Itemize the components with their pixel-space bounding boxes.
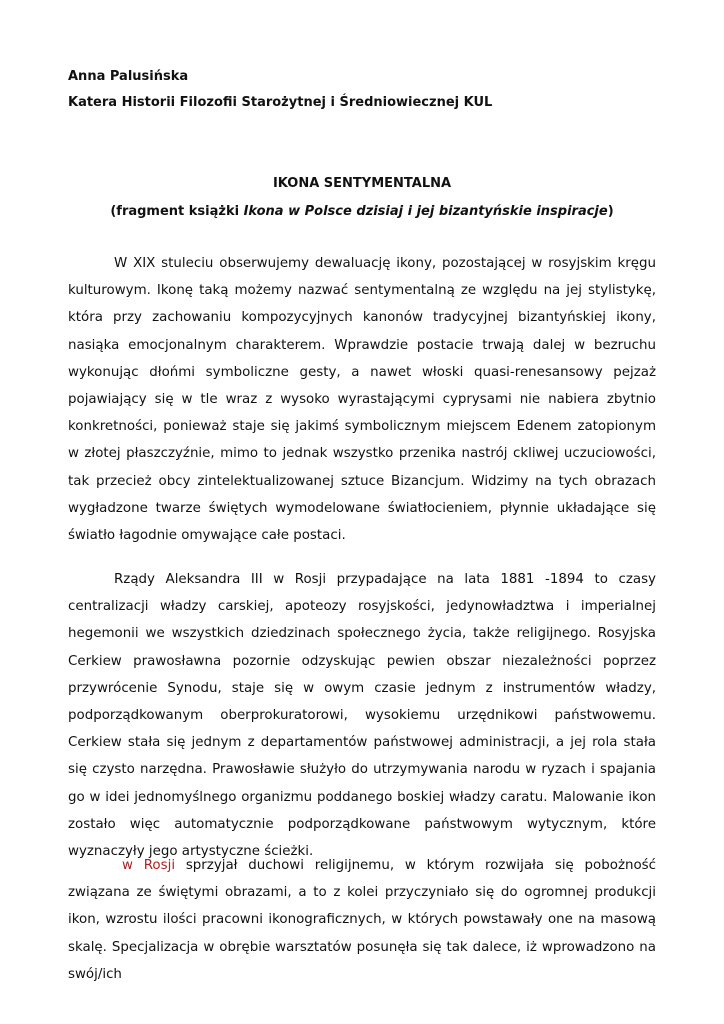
paragraph-2-text: Rządy Aleksandra III w Rosji przypadające na lata 1881 -1894 to czasy centralizacji władzy carskiej, apoteozy rosyjskości, jedynowładztwa i imperialnej hegemonii we wszystkich dziedzinach społecznego życia, także religijnego. Rosyjska Cerkiew prawosławna pozornie odzyskując pewien obszar niezależności poprzez przywrócenie Synodu, staje się w owym czasie jednym z instrumentów władzy, podporządkowanym oberprokuratorowi, wysokiemu urzędnikowi państwowemu. Cerkiew stała się jednym z departamentów państwowej administracji, a jej rola stała się czysto narzędna. Prawosławie służyło do utrzymywania narodu w ryzach i spajania go w idei jednomyślnego organizmu poddanego boskiej władzy caratu. Malowanie ikon zostało więc automatycznie podporządkowane państwowym wytycznym, które wyznaczyły jego artystyczne ścieżki. (68, 572, 656, 860)
paragraph-3 (68, 852, 656, 988)
author-block (68, 64, 656, 116)
subtitle-prefix: (fragment książki (110, 204, 244, 219)
paragraph-1-text: W XIX stuleciu obserwujemy dewaluację ikony, pozostającej w rosyjskim kręgu kulturowym. Ikonę taką możemy nazwać sentymentalną ze względu na jej stylistykę, która przy zachowaniu kompozycyjnych kanonów tradycyjnej bizantyńskiej ikony, nasiąka emocjonalnym charakterem. Wprawdzie postacie trwają dalej w bezruchu wykonując dłońmi symboliczne gesty, a nawet włoski quasi-renesansowy pejzaż pojawiający się w tle wraz z wysoko wyrastającymi cyprysami nie nabiera zbytnio konkretności, ponieważ staje się jakimś symbolicznym miejscem Edenem zatopionym w złotej płaszczyźnie, mimo to jednak wszystko przenika nastrój ckliwej uczuciowości, tak przecież obcy zintelektualizowanej sztuce Bizancjum. Widzimy na tych obrazach wygładzone twarze świętych wymodelowane światłocieniem, płynnie układające się światło łagodnie omywające całe postaci. (68, 256, 656, 544)
document-subtitle (68, 198, 656, 226)
document-title: IKONA SENTYMENTALNA (272, 176, 452, 191)
title-block (68, 170, 656, 226)
highlighted-phrase: w Rosji (122, 858, 176, 873)
paragraph-2 (68, 566, 656, 865)
paragraph-3-text (68, 852, 656, 988)
paragraph-3-rest: sprzyjał duchowi religijnemu, w którym rozwijała się pobożność związana ze świętymi obrazami, a to z kolei przyczyniało się do ogromnej produkcji ikon, wzrostu ilości pracowni ikonograficznych, w których powstawały one na masową skalę. Specjalizacja w obrębie warsztatów posunęła się tak dalece, iż wprowadzono na swój/ich (68, 858, 656, 982)
subtitle-book-title: Ikona w Polsce dzisiaj i jej bizantyńskie inspiracje (243, 204, 608, 219)
subtitle-suffix: ) (607, 204, 614, 219)
author-name: Anna Palusińska (68, 69, 189, 84)
paragraph-1 (68, 250, 656, 549)
author-affiliation: Katera Historii Filozofii Starożytnej i Średniowiecznej KUL (68, 95, 493, 110)
